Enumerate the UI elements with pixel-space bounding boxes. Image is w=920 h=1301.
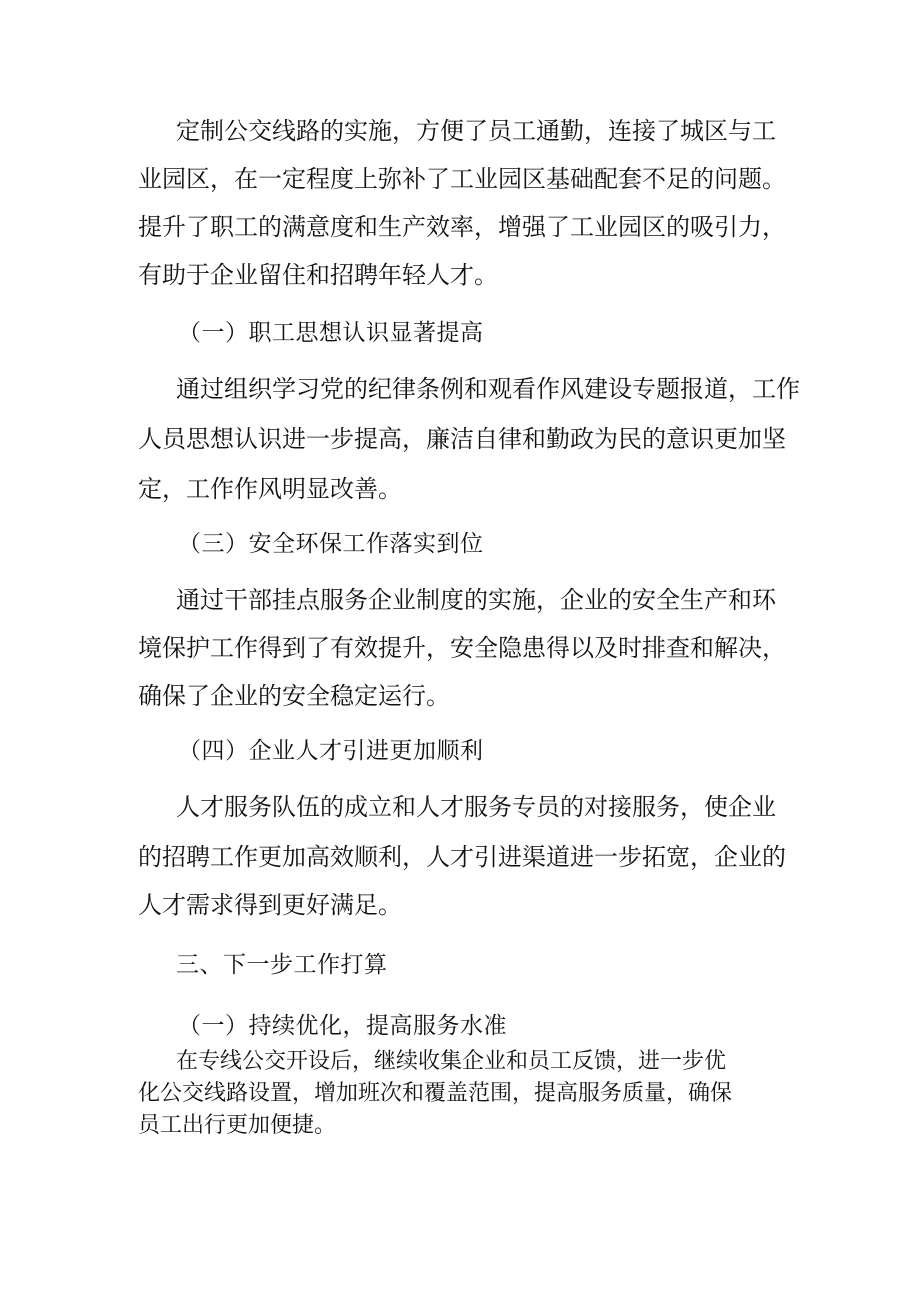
paragraph-1-line-3: 提升了职工的满意度和生产效率，增强了工业园区的吸引力， — [138, 213, 786, 241]
paragraph-1-line-1: 定制公交线路的实施，方便了员工通勤，连接了城区与工 — [176, 117, 776, 145]
paragraph-1-line-2: 业园区，在一定程度上弥补了工业园区基础配套不足的问题。 — [138, 165, 786, 193]
paragraph-5-line-3: 员工出行更加便捷。 — [138, 1113, 337, 1138]
section-heading-3: （三）安全环保工作落实到位 — [178, 531, 484, 557]
paragraph-4-line-3: 人才需求得到更好满足。 — [138, 891, 402, 919]
paragraph-4-line-1: 人才服务队伍的成立和人才服务专员的对接服务，使企业 — [176, 793, 776, 821]
paragraph-3-line-2: 境保护工作得到了有效提升，安全隐患得以及时排查和解决， — [138, 634, 786, 662]
section-heading-1: （一）职工思想认识显著提高 — [178, 320, 484, 346]
paragraph-4-line-2: 的招聘工作更加高效顺利，人才引进渠道进一步拓宽，企业的 — [138, 843, 786, 871]
chapter-heading-next-steps: 三、下一步工作打算 — [176, 952, 388, 978]
paragraph-1-line-4: 有助于企业留住和招聘年轻人才。 — [138, 261, 498, 289]
paragraph-2-line-1: 通过组织学习党的纪律条例和观看作风建设专题报道，工作 — [176, 375, 800, 403]
paragraph-5-line-2: 化公交线路设置，增加班次和覆盖范围，提高服务质量，确保 — [138, 1081, 733, 1106]
subsection-heading-optimize: （一）持续优化，提高服务水准 — [178, 1013, 507, 1039]
section-heading-4: （四）企业人才引进更加顺利 — [178, 738, 484, 764]
paragraph-3-line-1: 通过干部挂点服务企业制度的实施，企业的安全生产和环 — [176, 586, 776, 614]
paragraph-5-line-1: 在专线公交开设后，继续收集企业和员工反馈，进一步优 — [176, 1049, 727, 1074]
paragraph-3-line-3: 确保了企业的安全稳定运行。 — [138, 682, 450, 710]
paragraph-2-line-3: 定，工作作风明显改善。 — [138, 475, 402, 503]
paragraph-2-line-2: 人员思想认识进一步提高，廉洁自律和勤政为民的意识更加坚 — [138, 425, 786, 453]
